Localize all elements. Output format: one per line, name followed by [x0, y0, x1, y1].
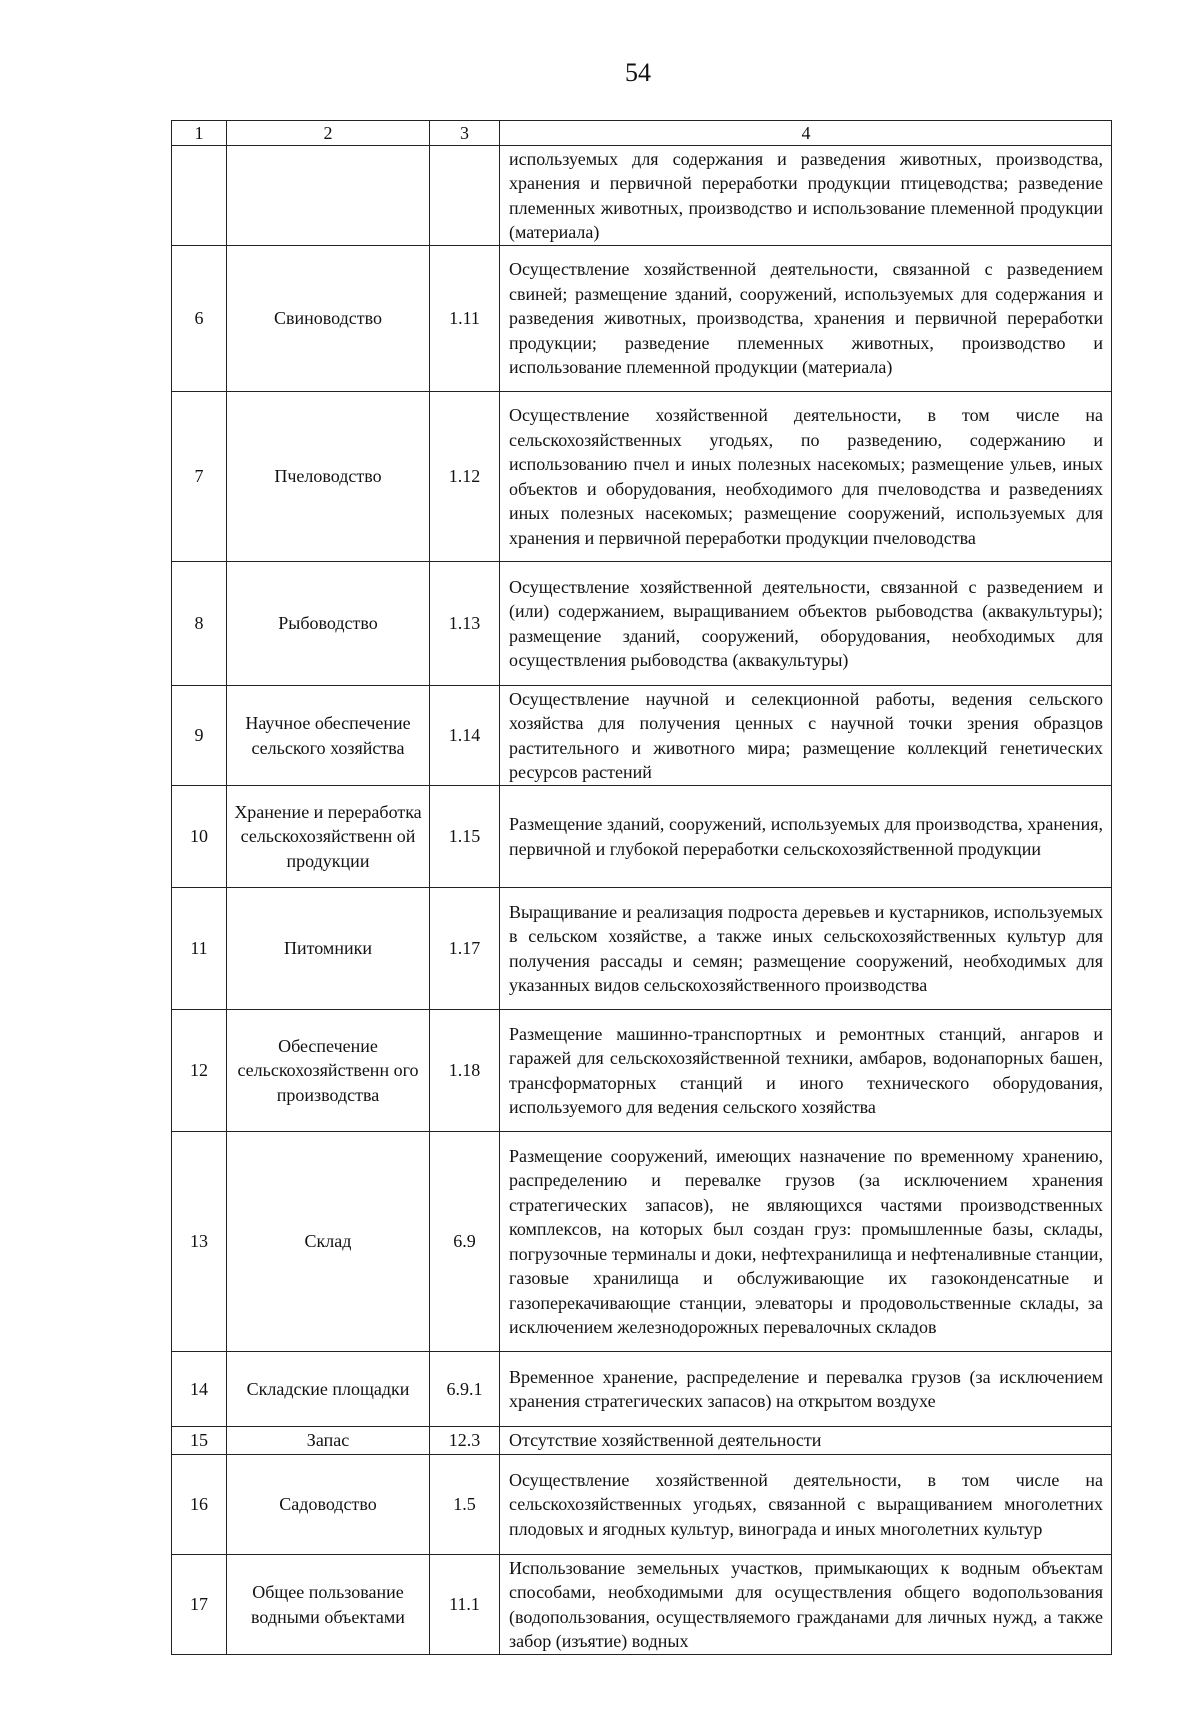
row-description: Отсутствие хозяйственной деятельности [500, 1427, 1112, 1455]
row-name: Склад [227, 1132, 430, 1352]
table-row [172, 1010, 1112, 1132]
table-row [172, 246, 1112, 392]
row-name [227, 146, 430, 246]
column-header-2: 2 [227, 121, 430, 146]
row-description: Осуществление хозяйственной деятельности, связанной с разведением и (или) содержанием, выращиванием объектов рыбоводства (аквакультуры); размещение зданий, сооружений, оборудования, необходимых для осуществления рыбоводства (аквакультуры) [500, 562, 1112, 686]
row-description: используемых для содержания и разведения животных, производства, хранения и первичной переработки продукции птицеводства; разведение племенных животных, производство и использование племенной продукции (материала) [500, 146, 1112, 246]
row-code: 1.17 [430, 888, 500, 1010]
table-row [172, 686, 1112, 786]
row-code [430, 146, 500, 246]
row-name: Пчеловодство [227, 392, 430, 562]
row-description: Размещение машинно-транспортных и ремонтных станций, ангаров и гаражей для сельскохозяйственной техники, амбаров, водонапорных башен, трансформаторных станций и иного технического оборудования, используемого для ведения сельского хозяйства [500, 1010, 1112, 1132]
table-row [172, 888, 1112, 1010]
row-number: 10 [172, 786, 227, 888]
row-name: Хранение и переработка сельскохозяйственн ой продукции [227, 786, 430, 888]
row-description: Размещение сооружений, имеющих назначение по временному хранению, распределению и перевалке грузов (за исключением хранения стратегических запасов), не являющихся частями производственных комплексов, на которых был создан груз: промышленные базы, склады, погрузочные терминалы и доки, нефтехранилища и нефтеналивные станции, газовые хранилища и обслуживающие их газоконденсатные и газоперекачивающие станции, элеваторы и продовольственные склады, за исключением железнодорожных перевалочных складов [500, 1132, 1112, 1352]
row-name: Обеспечение сельскохозяйственн ого производства [227, 1010, 430, 1132]
row-description: Осуществление хозяйственной деятельности, в том числе на сельскохозяйственных угодьях, по разведению, содержанию и использованию пчел и иных полезных насекомых; размещение ульев, иных объектов и оборудования, необходимого для пчеловодства и разведениях иных полезных насекомых; размещение сооружений, используемых для хранения и первичной переработки продукции пчеловодства [500, 392, 1112, 562]
row-name: Запас [227, 1427, 430, 1455]
row-number: 11 [172, 888, 227, 1010]
table-row [172, 1455, 1112, 1555]
row-description: Размещение зданий, сооружений, используемых для производства, хранения, первичной и глубокой переработки сельскохозяйственной продукции [500, 786, 1112, 888]
table-row [172, 1555, 1112, 1655]
table-row [172, 1352, 1112, 1427]
column-header-1: 1 [172, 121, 227, 146]
row-code: 11.1 [430, 1555, 500, 1655]
row-description: Осуществление научной и селекционной работы, ведения сельского хозяйства для получения ценных с научной точки зрения образцов растительного и животного мира; размещение коллекций генетических ресурсов растений [500, 686, 1112, 786]
land-use-table [171, 120, 1112, 1655]
row-name: Складские площадки [227, 1352, 430, 1427]
table-row [172, 786, 1112, 888]
table-row [172, 562, 1112, 686]
table-row [172, 1132, 1112, 1352]
table-header-row [172, 121, 1112, 146]
table-row [172, 1427, 1112, 1455]
row-number: 9 [172, 686, 227, 786]
row-name: Общее пользование водными объектами [227, 1555, 430, 1655]
row-name: Свиноводство [227, 246, 430, 392]
page-number: 54 [625, 58, 651, 87]
row-code: 1.12 [430, 392, 500, 562]
row-number [172, 146, 227, 246]
row-code: 6.9 [430, 1132, 500, 1352]
row-description: Выращивание и реализация подроста деревьев и кустарников, используемых в сельском хозяйстве, а также иных сельскохозяйственных культур для получения рассады и семян; размещение сооружений, необходимых для указанных видов сельскохозяйственного производства [500, 888, 1112, 1010]
table-row [172, 392, 1112, 562]
row-code: 1.5 [430, 1455, 500, 1555]
row-number: 16 [172, 1455, 227, 1555]
row-number: 13 [172, 1132, 227, 1352]
row-number: 8 [172, 562, 227, 686]
row-name: Научное обеспечение сельского хозяйства [227, 686, 430, 786]
row-code: 1.18 [430, 1010, 500, 1132]
row-code: 1.11 [430, 246, 500, 392]
row-description: Временное хранение, распределение и перевалка грузов (за исключением хранения стратегических запасов) на открытом воздухе [500, 1352, 1112, 1427]
row-number: 7 [172, 392, 227, 562]
row-number: 12 [172, 1010, 227, 1132]
row-code: 12.3 [430, 1427, 500, 1455]
row-description: Осуществление хозяйственной деятельности, в том числе на сельскохозяйственных угодьях, связанной с выращиванием многолетних плодовых и ягодных культур, винограда и иных многолетних культур [500, 1455, 1112, 1555]
row-number: 15 [172, 1427, 227, 1455]
row-description: Осуществление хозяйственной деятельности, связанной с разведением свиней; размещение зданий, сооружений, используемых для содержания и разведения животных, производства, хранения и первичной переработки продукции; разведение племенных животных, производство и использование племенной продукции (материала) [500, 246, 1112, 392]
row-name: Питомники [227, 888, 430, 1010]
row-name: Рыбоводство [227, 562, 430, 686]
column-header-4: 4 [500, 121, 1112, 146]
row-code: 1.15 [430, 786, 500, 888]
row-code: 6.9.1 [430, 1352, 500, 1427]
row-code: 1.14 [430, 686, 500, 786]
row-number: 14 [172, 1352, 227, 1427]
column-header-3: 3 [430, 121, 500, 146]
row-description: Использование земельных участков, примыкающих к водным объектам способами, необходимыми для осуществления общего водопользования (водопользования, осуществляемого гражданами для личных нужд, а также забор (изъятие) водных [500, 1555, 1112, 1655]
row-name: Садоводство [227, 1455, 430, 1555]
row-number: 6 [172, 246, 227, 392]
row-number: 17 [172, 1555, 227, 1655]
table-row [172, 146, 1112, 246]
row-code: 1.13 [430, 562, 500, 686]
